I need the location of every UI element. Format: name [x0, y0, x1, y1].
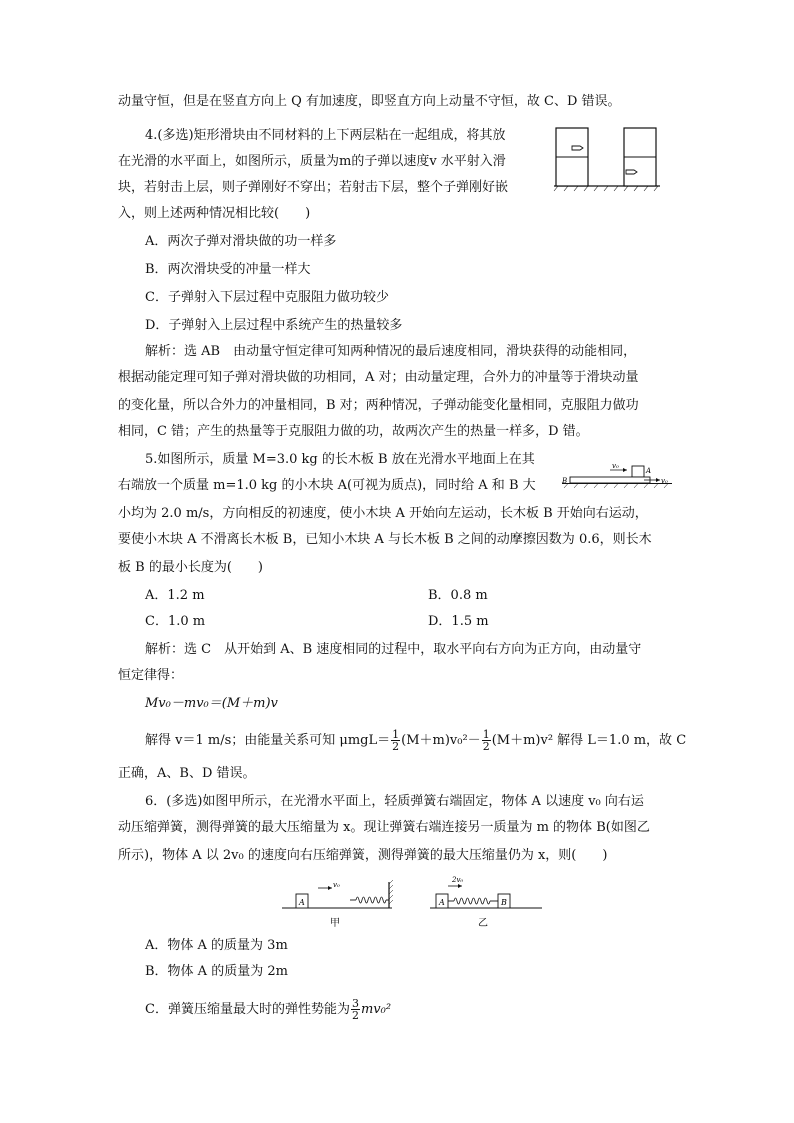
label-b: B — [501, 898, 507, 907]
option-a: A．物体 A 的质量为 3m — [145, 938, 288, 953]
option-c: C．1.0 m — [145, 614, 206, 629]
solution-line: 解析：选 C 从开始到 A、B 速度相同的过程中，取水平向右方向为正方向，由动量守 — [145, 642, 642, 657]
denominator: 2 — [482, 740, 490, 753]
question-6-line: 6．(多选)如图甲所示，在光滑水平面上，轻质弹簧右端固定，物体 A 以速度 v₀ 向右运 — [145, 794, 644, 809]
solution-line — [145, 729, 686, 752]
option-b: B．0.8 m — [428, 588, 488, 603]
denominator: 2 — [392, 740, 400, 753]
question-5-line: 要使小木块 A 不滑离长木板 B，已知小木块 A 与长木板 B 之间的动摩擦因数为 0.6，则长木 — [118, 532, 652, 547]
solution-text: (M＋m)v₀²－ — [401, 733, 481, 748]
label-a: A — [439, 898, 445, 907]
bullet — [572, 146, 583, 150]
numerator: 1 — [482, 728, 490, 741]
question-4-line: 4.(多选)矩形滑块由不同材料的上下两层粘在一起组成，将其放 — [145, 128, 506, 143]
caption-jia: 甲 — [330, 918, 340, 929]
question-5-line: 小均为 2.0 m/s，方向相反的初速度，使小木块 A 开始向左运动，长木板 B 开始向右运动， — [118, 506, 648, 521]
solution-line: 根据动能定理可知子弹对滑块做的功相同，A 对；由动量定理，合外力的冲量等于滑块动量 — [118, 370, 639, 385]
text-line: 动量守恒，但是在竖直方向上 Q 有加速度，即竖直方向上动量不守恒，故 C、D 错误。 — [118, 94, 621, 109]
label-a: A — [299, 898, 305, 907]
question-5-line: 5.如图所示，质量 M=3.0 kg 的长木板 B 放在光滑水平地面上在其 — [145, 452, 535, 467]
question-4-line: 块，若射击上层，则子弹刚好不穿出；若射击下层，整个子弹刚好嵌 — [118, 180, 509, 195]
solution-line: 相同，C 错；产生的热量等于克服阻力做的功，故两次产生的热量一样多，D 错。 — [118, 424, 589, 439]
solution-text: 解得 v＝1 m/s；由能量关系可知 μmgL＝ — [145, 733, 391, 748]
fraction-half — [391, 729, 400, 752]
bullet — [626, 170, 637, 174]
label-a: A — [646, 467, 652, 475]
board-block-figure — [560, 462, 674, 492]
option-a: A．两次子弹对滑块做的功一样多 — [145, 234, 337, 249]
option-math: mv₀² — [360, 1002, 392, 1017]
option-d: D．子弹射入上层过程中系统产生的热量较多 — [145, 318, 403, 333]
question-6-line: 动压缩弹簧，测得弹簧的最大压缩量为 x。现让弹簧右端连接另一质量为 m 的物体 B(如图乙 — [118, 820, 650, 835]
question-4-line: 在光滑的水平面上，如图所示，质量为m的子弹以速度v 水平射入滑 — [118, 154, 506, 169]
solution-line: 恒定律得： — [118, 668, 184, 683]
option-a: A．1.2 m — [145, 588, 205, 603]
solution-line: 的变化量，所以合外力的冲量相同，B 对；两种情况，子弹动能变化量相同，克服阻力做功 — [118, 398, 639, 413]
spring-figures — [280, 870, 544, 932]
velocity-label: v₀ — [661, 477, 668, 485]
question-4-line: 入，则上述两种情况相比较( ) — [118, 206, 311, 221]
option-c: C．子弹射入下层过程中克服阻力做功较少 — [145, 290, 389, 305]
spring — [454, 898, 490, 904]
question-6-line: 所示)，物体 A 以 2v₀ 的速度向右压缩弹簧，测得弹簧的最大压缩量仍为 x，则( ) — [118, 848, 608, 863]
fraction-three-halves — [351, 998, 360, 1021]
option-d: D．1.5 m — [428, 614, 489, 629]
equation: Mv₀－mv₀＝(M＋m)v — [145, 696, 278, 711]
numerator: 1 — [392, 728, 400, 741]
label-b: B — [562, 477, 568, 485]
fraction-half — [482, 729, 491, 752]
solution-text: (M＋m)v² 解得 L＝1.0 m，故 C — [491, 733, 687, 748]
board-b — [570, 477, 650, 483]
velocity-label: 2v₀ — [452, 876, 464, 884]
velocity-label: v₀ — [333, 881, 340, 889]
block-bullet-figure — [552, 124, 664, 192]
numerator: 3 — [351, 997, 359, 1010]
option-b: B．物体 A 的质量为 2m — [145, 964, 288, 979]
question-5-line: 板 B 的最小长度为( ) — [118, 560, 263, 575]
solution-line: 解析：选 AB 由动量守恒定律可知两种情况的最后速度相同，滑块获得的动能相同， — [145, 344, 637, 359]
option-c — [145, 998, 391, 1021]
block-a — [632, 466, 644, 477]
denominator: 2 — [351, 1009, 359, 1022]
spring — [356, 897, 386, 903]
option-text: C．弹簧压缩量最大时的弹性势能为 — [145, 1002, 350, 1017]
caption-yi: 乙 — [478, 918, 488, 929]
option-b: B．两次滑块受的冲量一样大 — [145, 262, 311, 277]
velocity-label: v₀ — [612, 462, 619, 470]
solution-line: 正确，A、B、D 错误。 — [118, 766, 256, 781]
question-5-line: 右端放一个质量 m=1.0 kg 的小木块 A(可视为质点)，同时给 A 和 B 大 — [118, 478, 536, 493]
